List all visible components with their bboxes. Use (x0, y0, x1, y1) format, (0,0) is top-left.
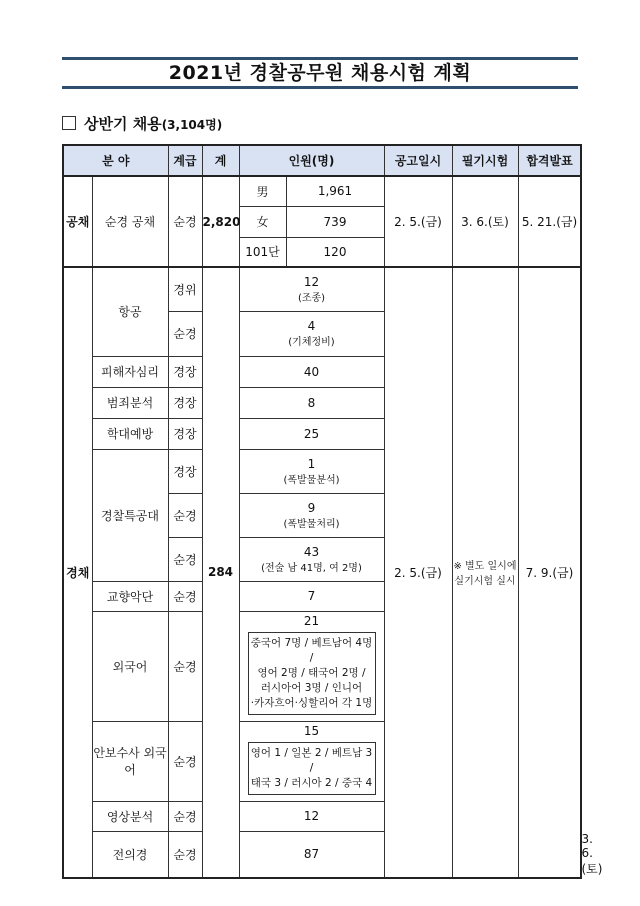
crime-value: 8 (239, 387, 384, 418)
special-note-1: (폭발물분석) (283, 474, 340, 486)
aviation-cell-1 (239, 267, 384, 311)
special-note-2: (폭발물처리) (283, 518, 340, 530)
recruitment-table (62, 144, 603, 879)
security-detail-box (248, 742, 376, 795)
special-cell-3 (239, 537, 384, 581)
gongchae-category: 공채 (63, 176, 92, 267)
foreign-value: 21 (303, 613, 320, 628)
gyeongchae-written-note: ※ 별도 일시에 실기시험 실시 (452, 267, 518, 878)
video-value: 12 (239, 801, 384, 831)
gyeongchae-aviation-row-1 (63, 267, 581, 311)
header-row (63, 145, 581, 176)
gyeongchae-category: 경채 (63, 267, 92, 878)
drug-rank: 순경 (168, 581, 202, 611)
aviation-rank-2: 순경 (168, 311, 202, 356)
header-field: 분 야 (63, 145, 168, 176)
special-field: 경찰특공대 (92, 449, 168, 581)
gyeongchae-total: 284 (202, 267, 239, 878)
aviation-note-2: (기체정비) (288, 337, 335, 348)
security-field: 안보수사 외국어 (92, 721, 168, 801)
section-heading-text: 상반기 채용 (84, 115, 162, 133)
gongchae-total: 2,820 (202, 176, 239, 267)
gongchae-value-female: 739 (286, 206, 384, 237)
aviation-note-1: (조종) (297, 292, 326, 304)
gongchae-row-1 (63, 176, 581, 206)
security-cell (239, 721, 384, 801)
header-written: 필기시험 (452, 145, 518, 176)
conscript-rank: 순경 (168, 831, 202, 878)
special-cell-2 (239, 493, 384, 537)
foreign-detail-line: 영어 2명 / 태국어 2명 / (257, 666, 366, 679)
gongchae-rank: 순경 (168, 176, 202, 267)
title-rule-bottom (62, 86, 578, 89)
special-rank-2: 순경 (168, 493, 202, 537)
video-field: 영상분석 (92, 801, 168, 831)
drug-field: 교향악단 (92, 581, 168, 611)
special-note-3: (전술 남 41명, 여 2명) (261, 562, 362, 574)
foreign-detail-line: ·카자흐어·싱할리어 각 1명 (250, 696, 373, 709)
page-title: 2021년 경찰공무원 채용시험 계획 (168, 62, 472, 84)
header-announce: 공고일시 (384, 145, 452, 176)
gongchae-label-101: 101단 (239, 237, 286, 267)
header-result: 합격발표 (518, 145, 581, 176)
security-value: 15 (303, 723, 320, 738)
special-value-3: 43 (303, 544, 320, 559)
crime-field: 범죄분석 (92, 387, 168, 418)
aviation-cell-2 (239, 311, 384, 356)
header-rank: 계급 (168, 145, 202, 176)
drug-value: 7 (239, 581, 384, 611)
foreign-detail-line: 중국어 7명 / 베트남어 4명 / (250, 636, 373, 664)
abuse-value: 25 (239, 418, 384, 449)
gongchae-label-female: 女 (239, 206, 286, 237)
header-total: 계 (202, 145, 239, 176)
special-rank-3: 순경 (168, 537, 202, 581)
gongchae-label-male: 男 (239, 176, 286, 206)
abuse-rank: 경장 (168, 418, 202, 449)
security-detail-line: 태국 3 / 러시아 2 / 중국 4 (250, 776, 373, 789)
video-rank: 순경 (168, 801, 202, 831)
abuse-field: 학대예방 (92, 418, 168, 449)
aviation-value-2: 4 (307, 319, 316, 333)
foreign-detail-box (248, 632, 376, 715)
foreign-cell (239, 611, 384, 721)
gongchae-written: 3. 6.(토) (452, 176, 518, 267)
security-rank: 순경 (168, 721, 202, 801)
conscript-value: 87 (239, 831, 384, 878)
header-people: 인원(명) (239, 145, 384, 176)
special-cell-1 (239, 449, 384, 493)
victim-rank: 경장 (168, 356, 202, 387)
victim-field: 피해자심리 (92, 356, 168, 387)
foreign-detail-line: 러시아어 3명 / 인니어 (260, 681, 363, 694)
aviation-field: 항공 (92, 267, 168, 356)
section-heading (62, 113, 222, 134)
conscript-field: 전의경 (92, 831, 168, 878)
gyeongchae-announce: 2. 5.(금) (384, 267, 452, 878)
special-value-2: 9 (307, 500, 316, 515)
gongchae-announce: 2. 5.(금) (384, 176, 452, 267)
gongchae-result: 5. 21.(금) (518, 176, 581, 267)
checkbox-icon (62, 116, 76, 130)
gyeongchae-result: 7. 9.(금) (518, 267, 581, 878)
foreign-rank: 순경 (168, 611, 202, 721)
aviation-value-1: 12 (303, 274, 320, 289)
conscript-row: 전의경 순경 87 3. 6.(토) (63, 831, 581, 878)
special-rank-1: 경장 (168, 449, 202, 493)
gongchae-field: 순경 공채 (92, 176, 168, 267)
gongchae-value-male: 1,961 (286, 176, 384, 206)
foreign-field: 외국어 (92, 611, 168, 721)
victim-value: 40 (239, 356, 384, 387)
security-detail-line: 영어 1 / 일본 2 / 베트남 3 / (250, 746, 373, 774)
section-total: (3,104명) (161, 118, 223, 132)
aviation-rank-1: 경위 (168, 267, 202, 311)
special-value-1: 1 (307, 456, 316, 471)
crime-rank: 경장 (168, 387, 202, 418)
gongchae-value-101: 120 (286, 237, 384, 267)
